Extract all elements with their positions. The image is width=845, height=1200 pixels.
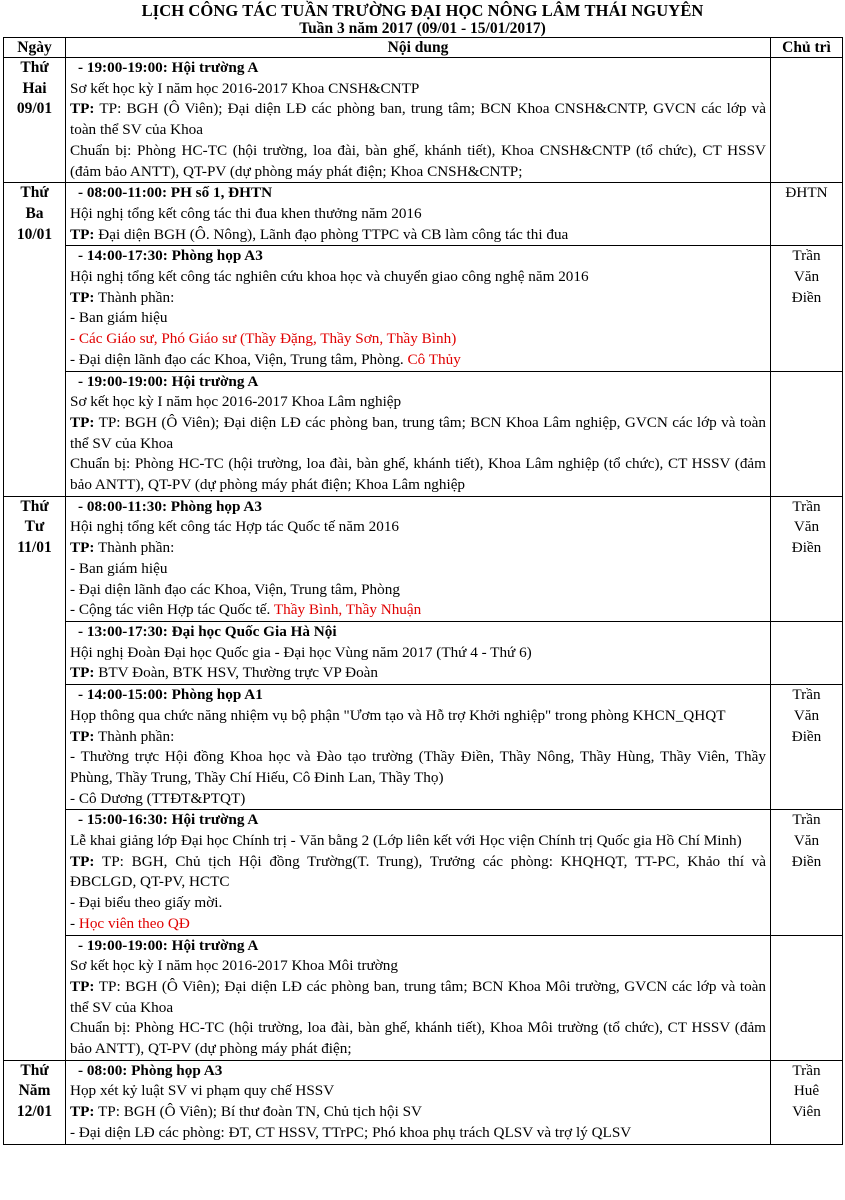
event-text: Chuẩn bị: Phòng HC-TC (hội trường, loa đài, bàn ghế, khánh tiết), Khoa Môi trường (tổ chức), CT HSSV (đảm bảo ANTT), QT-PV (dự phòng máy phát điện; <box>70 1019 766 1058</box>
event-line <box>70 706 766 727</box>
day-date: 11/01 <box>17 539 52 557</box>
host-name: Trần <box>792 247 821 265</box>
host-cell <box>771 183 843 246</box>
host-cell <box>771 58 843 183</box>
highlighted-text: Cô Thủy <box>407 350 461 368</box>
day-name: Thứ <box>20 59 49 76</box>
event-line <box>70 350 766 371</box>
event-line <box>70 559 766 580</box>
event-line <box>70 1102 766 1123</box>
participants-label: TP: <box>70 413 95 431</box>
table-header-row <box>4 38 843 58</box>
event-content <box>66 371 771 496</box>
event-line <box>70 831 766 852</box>
event-text: Họp xét kỷ luật SV vi phạm quy chế HSSV <box>70 1082 335 1100</box>
day-name: Thứ <box>20 1061 49 1079</box>
day-cell <box>4 183 66 497</box>
column-header-content: Nội dung <box>66 38 771 58</box>
event-text: Thành phần: <box>94 539 175 557</box>
event-text: Sơ kết học kỳ I năm học 2016-2017 Khoa CNSH&CNTP <box>70 79 420 97</box>
event-text: Sơ kết học kỳ I năm học 2016-2017 Khoa Lâm nghiệp <box>70 393 402 411</box>
event-text: Hội nghị tổng kết công tác nghiên cứu khoa học và chuyển giao công nghệ năm 2016 <box>70 268 589 286</box>
participants-label: TP: <box>70 1103 95 1121</box>
host-cell <box>771 496 843 621</box>
table-row <box>4 246 843 371</box>
event-line <box>70 308 766 329</box>
host-cell <box>771 810 843 935</box>
host-name: Viên <box>792 1103 821 1121</box>
event-line <box>70 288 766 309</box>
event-line <box>70 747 766 788</box>
event-text: Hội nghị tổng kết công tác Hợp tác Quốc tế năm 2016 <box>70 518 400 536</box>
day-date: 09/01 <box>16 100 53 118</box>
host-name: Điền <box>791 539 822 557</box>
page-title: LỊCH CÔNG TÁC TUẦN TRƯỜNG ĐẠI HỌC NÔNG LÂM THÁI NGUYÊN <box>141 1 704 20</box>
event-line <box>70 99 766 140</box>
event-text: - Cô Dương (TTĐT&PTQT) <box>70 789 246 807</box>
event-line <box>70 454 766 495</box>
table-row <box>4 183 843 246</box>
event-heading: - 14:00-15:00: Phòng họp A1 <box>78 686 263 704</box>
event-line <box>70 329 766 350</box>
day-date: 10/01 <box>16 225 53 243</box>
table-row <box>4 496 843 621</box>
event-text: BTV Đoàn, BTK HSV, Thường trực VP Đoàn <box>94 664 379 682</box>
table-row <box>4 1060 843 1144</box>
event-line <box>70 914 766 935</box>
event-heading: - 19:00-19:00: Hội trường A <box>78 59 259 76</box>
event-line <box>70 413 766 454</box>
highlighted-text: Học viên theo QĐ <box>78 914 190 932</box>
host-cell <box>771 621 843 684</box>
event-heading: - 08:00: Phòng họp A3 <box>78 1061 223 1079</box>
schedule-table <box>3 37 843 1145</box>
day-name: Thứ <box>20 184 49 202</box>
participants-label: TP: <box>70 539 95 557</box>
host-name: Trần <box>792 686 821 704</box>
host-name: Trần <box>792 811 821 829</box>
event-content <box>66 496 771 621</box>
event-content <box>66 685 771 810</box>
event-line <box>70 1018 766 1059</box>
event-text: TP: BGH (Ô Viên); Đại diện LĐ các phòng ban, trung tâm; BCN Khoa Môi trường, GVCN các lớp và toàn thể SV của Khoa <box>70 977 766 1016</box>
day-name: Thứ <box>20 497 49 515</box>
event-text: - Thường trực Hội đồng Khoa học và Đào tạo trường (Thầy Điền, Thầy Nông, Thầy Hùng, Thầy Viên, Thầy Phùng, Thầy Trung, Thầy Chí Hiếu, Cô Đinh Lan, Thầy Thọ) <box>70 748 766 786</box>
event-content <box>66 1060 771 1144</box>
day-name: Hai <box>22 79 47 97</box>
table-row <box>4 810 843 935</box>
event-heading: - 15:00-16:30: Hội trường A <box>78 811 259 829</box>
page-subtitle: Tuần 3 năm 2017 (09/01 - 15/01/2017) <box>299 20 546 37</box>
event-text: TP: BGH (Ô Viên); Đại diện LĐ các phòng ban, trung tâm; BCN Khoa CNSH&CNTP, GVCN các lớp và toàn thể SV của Khoa <box>70 100 766 139</box>
event-text: Hội nghị Đoàn Đại học Quốc gia - Đại học Vùng năm 2017 (Thứ 4 - Thứ 6) <box>70 643 532 661</box>
event-text: - Đại biểu theo giấy mời. <box>70 894 223 912</box>
day-cell <box>4 1060 66 1144</box>
table-row <box>4 935 843 1060</box>
event-line <box>70 267 766 288</box>
event-text: TP: BGH (Ô Viên); Bí thư đoàn TN, Chủ tịch hội SV <box>94 1103 422 1121</box>
participants-label: TP: <box>70 852 95 870</box>
event-line <box>70 1123 766 1144</box>
event-text: Chuẩn bị: Phòng HC-TC (hội trường, loa đài, bàn ghế, khánh tiết), Khoa Lâm nghiệp (tổ chức), CT HSSV (đảm bảo ANTT), QT-PV (dự phòng máy phát điện; Khoa Lâm nghiệp <box>70 455 766 494</box>
day-name: Tư <box>24 518 45 536</box>
host-name: Văn <box>793 706 820 724</box>
event-text: Lễ khai giảng lớp Đại học Chính trị - Văn bằng 2 (Lớp liên kết với Học viện Chính trị Quốc gia Hồ Chí Minh) <box>70 832 742 850</box>
event-content <box>66 810 771 935</box>
event-text: Họp thông qua chức năng nhiệm vụ bộ phận "Ươm tạo và Hỗ trợ Khởi nghiệp" trong phòng KHCN_QHQT <box>70 706 726 724</box>
event-line <box>70 663 766 684</box>
event-text: - Ban giám hiệu <box>70 309 168 327</box>
event-line <box>70 538 766 559</box>
event-line <box>70 977 766 1018</box>
event-heading: - 13:00-17:30: Đại học Quốc Gia Hà Nội <box>78 622 337 640</box>
host-name: Văn <box>793 832 820 850</box>
table-row <box>4 621 843 684</box>
host-name: Điền <box>791 727 822 745</box>
host-name: Huê <box>793 1082 820 1100</box>
event-text: Chuẩn bị: Phòng HC-TC (hội trường, loa đài, bàn ghế, khánh tiết), Khoa CNSH&CNTP (tổ chức), CT HSSV (đảm bảo ANTT), QT-PV (dự phòng máy phát điện; Khoa CNSH&CNTP; <box>70 141 766 180</box>
host-cell <box>771 685 843 810</box>
day-cell <box>4 496 66 1060</box>
day-date: 12/01 <box>16 1103 53 1121</box>
event-heading: - 14:00-17:30: Phòng họp A3 <box>78 247 263 265</box>
host-name: Trần <box>792 1061 821 1079</box>
event-line <box>70 727 766 748</box>
host-name: Điền <box>791 288 822 306</box>
event-text: - Đại diện lãnh đạo các Khoa, Viện, Trung tâm, Phòng <box>70 580 400 598</box>
event-line <box>70 225 766 246</box>
event-text: Hội nghị tổng kết công tác thi đua khen thưởng năm 2016 <box>70 204 422 222</box>
table-row <box>4 58 843 183</box>
event-content <box>66 621 771 684</box>
event-line <box>70 852 766 893</box>
event-line <box>70 956 766 977</box>
event-content <box>66 183 771 246</box>
participants-label: TP: <box>70 100 95 118</box>
highlighted-text: - Các Giáo sư, Phó Giáo sư (Thầy Đặng, Thầy Sơn, Thầy Bình) <box>70 330 457 348</box>
event-text: - <box>70 914 79 932</box>
event-line <box>70 79 766 100</box>
table-row <box>4 685 843 810</box>
event-line <box>70 580 766 601</box>
participants-label: TP: <box>70 225 95 243</box>
host-name: Điền <box>791 852 822 870</box>
event-line <box>70 204 766 225</box>
participants-label: TP: <box>70 664 95 682</box>
table-row <box>4 371 843 496</box>
host-name: Văn <box>793 268 820 286</box>
event-text: Sơ kết học kỳ I năm học 2016-2017 Khoa Môi trường <box>70 957 398 975</box>
event-text: - Đại diện lãnh đạo các Khoa, Viện, Trung tâm, Phòng. <box>70 350 408 368</box>
event-heading: - 08:00-11:30: Phòng họp A3 <box>78 497 262 515</box>
column-header-day: Ngày <box>4 38 66 58</box>
event-line <box>70 893 766 914</box>
event-text: Thành phần: <box>94 288 175 306</box>
event-text: - Cộng tác viên Hợp tác Quốc tế. <box>70 601 274 619</box>
day-name: Ba <box>25 204 44 222</box>
event-content <box>66 935 771 1060</box>
event-text: Thành phần: <box>94 727 175 745</box>
event-heading: - 19:00-19:00: Hội trường A <box>78 936 259 954</box>
host-name: Trần <box>792 497 821 515</box>
participants-label: TP: <box>70 288 95 306</box>
event-text: TP: BGH (Ô Viên); Đại diện LĐ các phòng ban, trung tâm; BCN Khoa Lâm nghiệp, GVCN các lớp và toàn thể SV của Khoa <box>70 413 766 452</box>
event-line <box>70 789 766 810</box>
participants-label: TP: <box>70 727 95 745</box>
host-cell <box>771 1060 843 1144</box>
event-heading: - 08:00-11:00: PH số 1, ĐHTN <box>78 184 273 202</box>
event-line <box>70 1081 766 1102</box>
highlighted-text: Thầy Bình, Thầy Nhuận <box>273 601 422 619</box>
event-line <box>70 517 766 538</box>
host-name: ĐHTN <box>785 184 828 202</box>
event-text: Đại diện BGH (Ô. Nông), Lãnh đạo phòng TTPC và CB làm công tác thi đua <box>94 225 569 243</box>
participants-label: TP: <box>70 977 95 995</box>
host-cell <box>771 246 843 371</box>
event-line <box>70 392 766 413</box>
schedule-body <box>4 58 843 1145</box>
event-text: TP: BGH, Chủ tịch Hội đồng Trường(T. Trung), Trưởng các phòng: KHQHQT, TT-PC, Khảo thí và ĐBCLGD, QT-PV, HCTC <box>70 852 766 891</box>
event-text: - Ban giám hiệu <box>70 559 168 577</box>
day-cell <box>4 58 66 183</box>
event-line <box>70 600 766 621</box>
event-line <box>70 643 766 664</box>
event-heading: - 19:00-19:00: Hội trường A <box>78 372 259 390</box>
host-cell <box>771 371 843 496</box>
event-text: - Đại diện LĐ các phòng: ĐT, CT HSSV, TTrPC; Phó khoa phụ trách QLSV và trợ lý QLSV <box>70 1123 632 1141</box>
host-name: Văn <box>793 518 820 536</box>
event-content <box>66 246 771 371</box>
day-name: Năm <box>18 1082 51 1100</box>
event-line <box>70 141 766 182</box>
event-content <box>66 58 771 183</box>
column-header-host: Chủ trì <box>771 38 843 58</box>
host-cell <box>771 935 843 1060</box>
